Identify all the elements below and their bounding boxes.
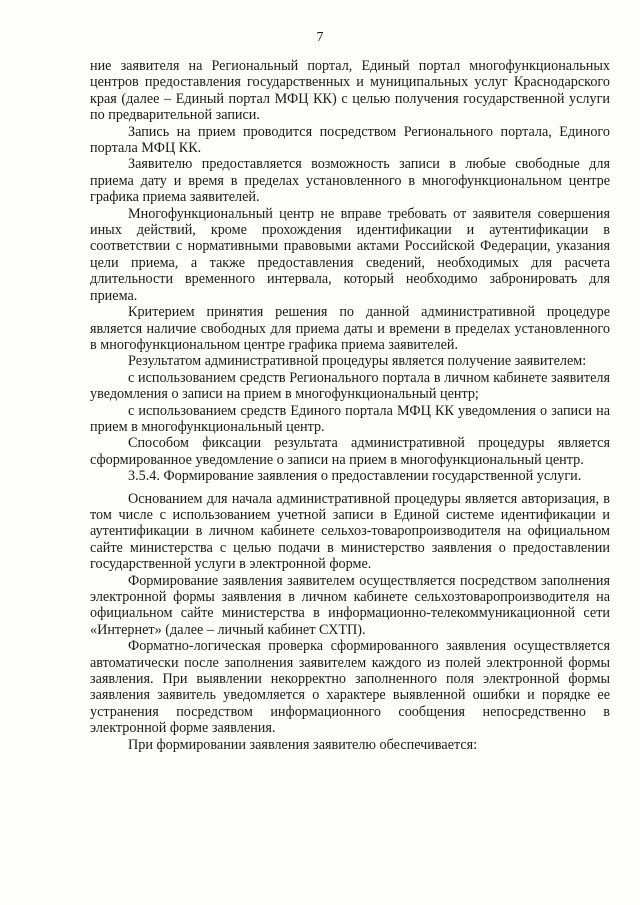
paragraph: Формирование заявления заявителем осуществляется посредством заполнения электронной формы заявления в личном кабинете сельхозтоваропроизводителя на официальном сайте министерства в информационно-телекоммуникационной сети «Интернет» (далее – личный кабинет СХТП). [90, 572, 610, 638]
paragraph: Многофункциональный центр не вправе требовать от заявителя совершения иных действий, кроме прохождения идентификации и аутентификации в соответствии с нормативными правовыми актами Российской Федерации, указания цели приема, а также предоставления сведений, необходимых для расчета длительности временного интервала, который необходимо забронировать для приема. [90, 205, 610, 304]
paragraph: При формировании заявления заявителю обеспечивается: [128, 736, 478, 753]
document-body [90, 58, 610, 753]
paragraph: с использованием средств Единого портала МФЦ КК уведомления о записи на прием в многофункциональный центр. [90, 402, 610, 435]
section-heading: 3.5.4. Формирование заявления о предоставлении государственной услуги. [128, 468, 582, 485]
paragraph: с использованием средств Регионального портала в личном кабинете заявителя уведомления о записи на прием в многофункциональный центр; [90, 369, 610, 403]
paragraph: Основанием для начала административной процедуры является авторизация, в том числе с использованием учетной записи в Единой системе идентификации и аутентификации в личном кабинете сельхоз-товаропроизводителя на официальном сайте министерства с целью подачи в министерство заявления о предоставлении государственной услуги в электронной форме. [90, 490, 610, 573]
paragraph: Форматно-логическая проверка сформированного заявления осуществляется автоматически после заполнения заявителем каждого из полей электронной формы заявления. При выявлении некорректно заполненного поля электронной формы заявления заявитель уведомляется о характере выявленной ошибки и порядке ее устранения посредством информационного сообщения непосредственно в электронной форме заявления. [90, 638, 610, 737]
paragraph: Результатом административной процедуры является получение заявителем: [128, 353, 587, 370]
paragraph: Запись на прием проводится посредством Регионального портала, Единого портала МФЦ КК. [90, 123, 610, 157]
paragraph: Заявителю предоставляется возможность записи в любые свободные для приема дату и время в пределах установленного в многофункциональном центре графика приема заявителей. [90, 156, 610, 206]
paragraph: ние заявителя на Региональный портал, Единый портал многофункциональных центров предоставления государственных и муниципальных услуг Краснодарского края (далее – Единый портал МФЦ КК) с целью получения государственной услуги по предварительной записи. [90, 58, 610, 124]
paragraph: Способом фиксации результата административной процедуры является сформированное уведомление о записи на прием в многофункциональный центр. [90, 435, 610, 468]
page-number: 7 [316, 30, 324, 45]
paragraph: Критерием принятия решения по данной административной процедуре является наличие свободных для приема даты и времени в пределах установленного в многофункциональном центре графика приема заявителей. [90, 304, 610, 353]
